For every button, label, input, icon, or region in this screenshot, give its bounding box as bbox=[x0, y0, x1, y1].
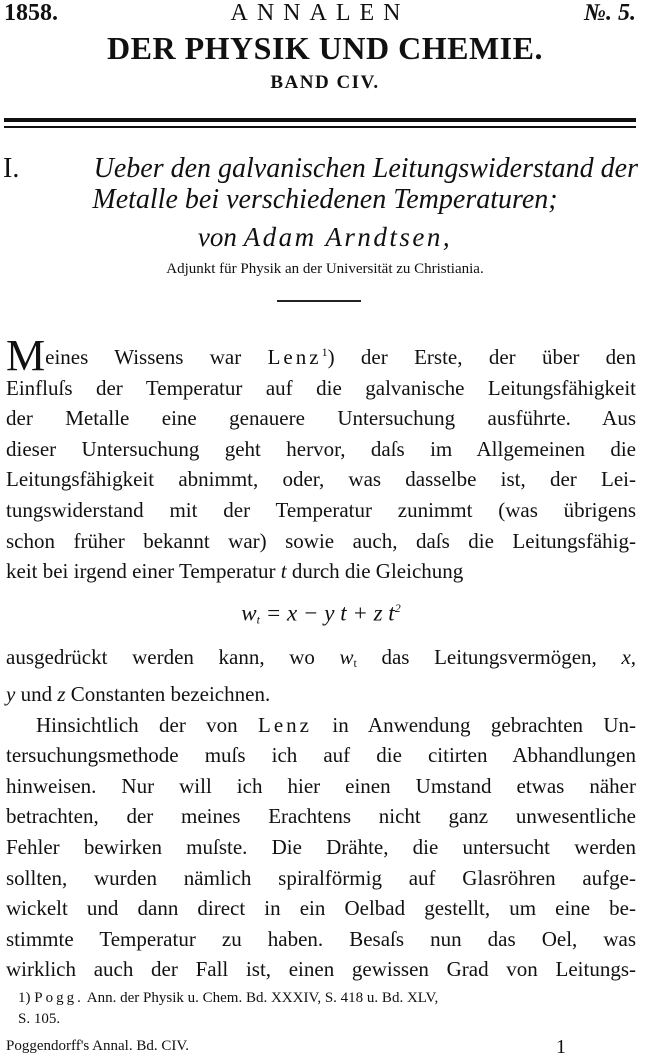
body-line: Einfluſs der Temperatur auf die galvanische Leitungsfähigkeit bbox=[6, 375, 636, 400]
running-header bbox=[4, 0, 636, 30]
body-line: schon früher bekannt war) sowie auch, daſs die Leitungsfähig- bbox=[6, 528, 636, 553]
header-annalen: ANNALEN bbox=[230, 0, 410, 26]
footnote-line: S. 105. bbox=[18, 1011, 61, 1027]
signature-line: Poggendorff's Annal. Bd. CIV. bbox=[6, 1038, 189, 1054]
body-line: Meines Wissens war Lenz$^1$) der Erste, der über den bbox=[6, 331, 636, 380]
body-line: tungswiderstand mit der Temperatur zunimmt (was übrigens bbox=[6, 497, 636, 522]
body-line: betrachten, der meines Erachtens nicht ganz unwesentliche bbox=[6, 804, 636, 829]
body-line: Leitungsfähigkeit abnimmt, oder, was dasselbe ist, der Lei- bbox=[6, 467, 636, 492]
footnote-line: 1) Pogg. Ann. der Physik u. Chem. Bd. XXXIV, S. 418 u. Bd. XLV, bbox=[18, 990, 439, 1006]
volume-label: BAND CIV. bbox=[270, 72, 380, 93]
header-rule-thick bbox=[4, 118, 636, 122]
article-body bbox=[6, 331, 637, 985]
body-line: der Metalle eine genauere Untersuchung ausführte. Aus bbox=[6, 406, 636, 431]
equation: $w_t = x - y$ t + z $t^2$ bbox=[241, 600, 401, 627]
title-separator-rule bbox=[277, 300, 361, 302]
body-line: y und z Constanten bezeichnen. bbox=[6, 682, 271, 706]
author-affiliation: Adjunkt für Physik an der Universität zu Christiania. bbox=[166, 261, 484, 277]
header-year: 1858. bbox=[4, 0, 58, 26]
name-lenz: Lenz bbox=[258, 712, 313, 737]
body-line: ausgedrückt werden kann, wo $w_t$ das Leitungsvermögen, x, bbox=[6, 645, 637, 671]
article-title-line-2: Metalle bei verschiedenen Temperaturen; bbox=[92, 184, 558, 215]
body-line: tersuchungsmethode muſs ich auf die citirten Abhandlungen bbox=[6, 743, 636, 768]
sheet-number: 1 bbox=[556, 1036, 566, 1058]
drop-cap: M bbox=[6, 331, 46, 380]
name-lenz: Lenz bbox=[267, 345, 322, 369]
journal-title: DER PHYSIK UND CHEMIE. bbox=[107, 30, 543, 66]
body-line: wickelt und dann direct in ein Oelbad gestellt, um eine be- bbox=[6, 896, 636, 921]
header-issue-number: №. 5. bbox=[584, 0, 636, 26]
header-rule-thin bbox=[4, 126, 636, 128]
author-name: Adam Arndtsen, bbox=[243, 222, 453, 252]
body-line: Fehler bewirken muſste. Die Drähte, die untersucht werden bbox=[6, 834, 636, 859]
author-prefix: von bbox=[197, 222, 237, 252]
body-line: keit bei irgend einer Temperatur t durch die Gleichung bbox=[6, 559, 464, 584]
article-number: I. bbox=[3, 153, 20, 184]
body-line: wirklich auch der Fall ist, einen gewissen Grad von Leitungs- bbox=[6, 957, 636, 982]
body-line: sollten, wurden nämlich spiralförmig auf Glasröhren aufge- bbox=[6, 865, 636, 890]
article-title-line-1: Ueber den galvanischen Leitungswiderstand der bbox=[93, 153, 638, 184]
body-line: stimmte Temperatur zu haben. Besaſs nun das Oel, was bbox=[6, 926, 636, 951]
body-line: dieser Untersuchung geht hervor, daſs im Allgemeinen die bbox=[6, 436, 636, 461]
footnote bbox=[18, 988, 638, 1030]
body-line: Hinsichtlich der von Lenz in Anwendung gebrachten Un- bbox=[36, 712, 637, 737]
article-author bbox=[0, 222, 650, 253]
body-line: hinweisen. Nur will ich hier einen Umstand etwas näher bbox=[6, 773, 636, 798]
